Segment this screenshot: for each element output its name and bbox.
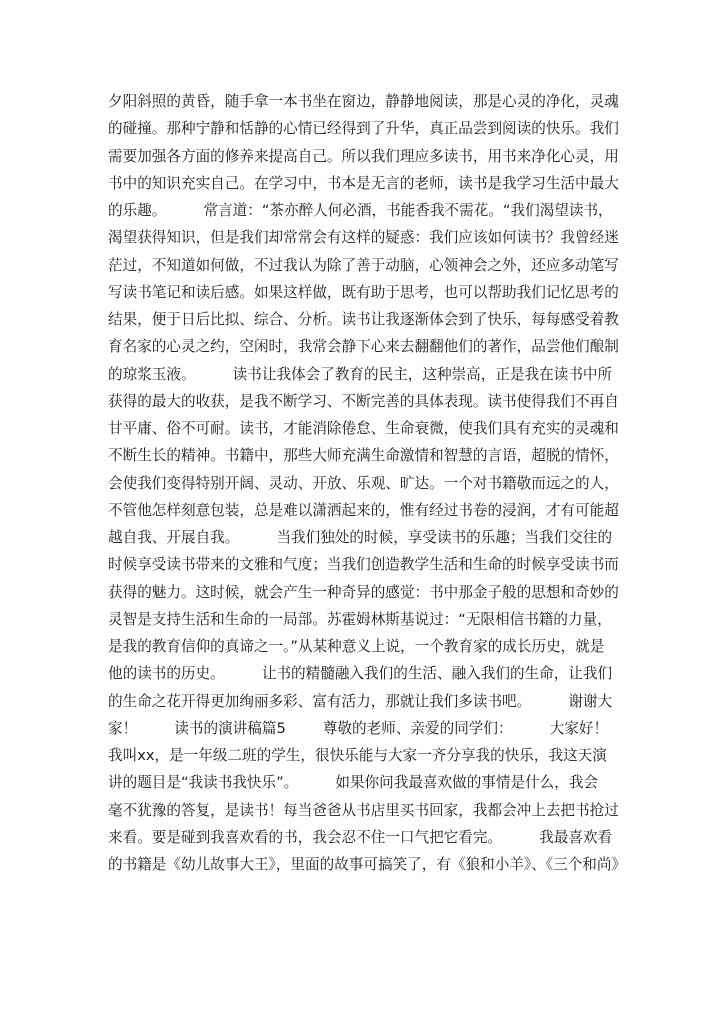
- text-line: 灵智是支持生活和生命的一局部。苏霍姆林斯基说过：“无限相信书籍的力量，: [108, 610, 612, 628]
- text-line: 家！ 读书的演讲稿篇5 尊敬的老师、亲爱的同学们： 大家好！: [108, 719, 609, 737]
- text-line: 夕阳斜照的黄昏，随手拿一本书坐在窗边，静静地阅读，那是心灵的净化，灵魂: [108, 93, 619, 110]
- text-line: 的琼浆玉液。 读书让我体会了教育的民主，这种崇高，正是我在读书中所: [108, 365, 613, 383]
- text-line: 他的读书的历史。 让书的精髓融入我们的生活、融入我们的生命，让我们: [108, 665, 613, 683]
- text-line: 讲的题目是“我读书我快乐”。 如果你问我最喜欢做的事情是什么，我会: [108, 774, 599, 792]
- text-line: 需要加强各方面的修养来提高自己。所以我们理应多读书，用书来净化心灵，用: [108, 147, 619, 165]
- text-line: 我叫xx，是一年级二班的学生，很快乐能与大家一齐分享我的快乐，我这天演: [108, 747, 607, 764]
- text-line: 的生命之花开得更加绚丽多彩、富有活力，那就让我们多读书吧。 谢谢大: [108, 692, 613, 710]
- text-line: 会使我们变得特别开阔、灵动、开放、乐观、旷达。一个对书籍敬而远之的人，: [108, 474, 619, 492]
- text-line: 渴望获得知识，但是我们却常常会有这样的疑惑：我们应该如何读书？我曾经迷: [108, 229, 619, 247]
- text-line: 越自我、开展自我。 当我们独处的时候，享受读书的乐趣；当我们交往的: [108, 529, 613, 546]
- speech-text-body: [108, 88, 712, 878]
- text-line: 的乐趣。 常言道：“茶亦醉人何必酒，书能香我不需花。“我们渴望读书，: [108, 202, 613, 219]
- text-line: 的书籍是《幼儿故事大王》，里面的故事可搞笑了，有《狼和小羊》、《三个和尚》: [108, 856, 627, 873]
- text-line: 时候享受读书带来的文雅和气度；当我们创造教学生活和生命的时候享受读书而: [108, 556, 619, 574]
- text-line: 甘平庸、俗不可耐。读书，才能消除倦怠、生命衰微，使我们具有充实的灵魂和: [108, 420, 619, 437]
- text-line: 不管他怎样刻意包装，总是难以潇洒起来的，惟有经过书卷的浸润，才有可能超: [108, 501, 619, 519]
- text-line: 书中的知识充实自己。在学习中，书本是无言的老师，读书是我学习生活中最大: [108, 174, 619, 192]
- text-line: 不断生长的精神。书籍中，那些大师充满生命激情和智慧的言语，超脱的情怀，: [108, 447, 619, 465]
- text-line: 是我的教育信仰的真谛之一。”从某种意义上说，一个教育家的成长历史，就是: [108, 638, 605, 655]
- text-line: 茫过，不知道如何做，不过我认为除了善于动脑，心领神会之外，还应多动笔写: [108, 256, 619, 274]
- text-line: 结果，便于日后比拟、综合、分析。读书让我逐渐体会到了快乐，每每感受着教: [108, 311, 619, 328]
- text-line: 写读书笔记和读后感。如果这样做，既有助于思考，也可以帮助我们记忆思考的: [108, 283, 619, 301]
- text-line: 获得的魅力。这时候，就会产生一种奇异的感觉：书中那金子般的思想和奇妙的: [108, 583, 619, 601]
- text-line: 毫不犹豫的答复，是读书！每当爸爸从书店里买书回家，我都会冲上去把书抢过: [108, 801, 619, 819]
- text-line: 的碰撞。那种宁静和恬静的心情已经得到了升华，真正品尝到阅读的快乐。我们: [108, 120, 619, 138]
- text-line: 来看。要是碰到我喜欢看的书，我会忍不住一口气把它看完。 我最喜欢看: [108, 828, 613, 846]
- text-line: 获得的最大的收获，是我不断学习、不断完善的具体表现。读书使得我们不再自: [108, 392, 619, 410]
- text-line: 育名家的心灵之约，空闲时，我常会静下心来去翻翻他们的著作，品尝他们酿制: [108, 338, 619, 356]
